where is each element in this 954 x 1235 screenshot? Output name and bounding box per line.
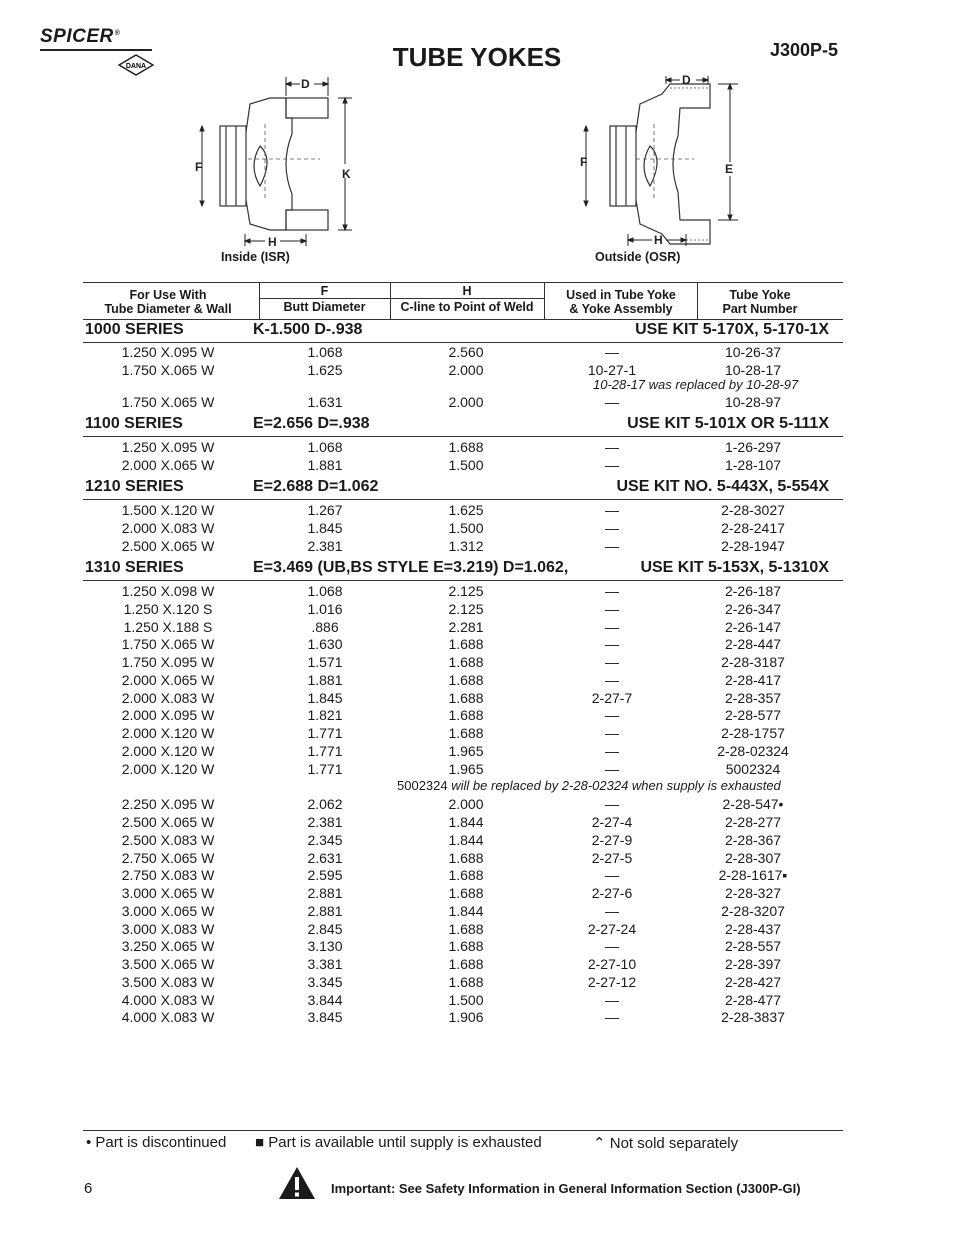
series-spec: K-1.500 D-.938 [253, 321, 363, 338]
butt-diameter: 1.845 [307, 690, 343, 706]
table-row [83, 520, 843, 538]
warning-icon [278, 1166, 316, 1200]
col-header-butt-diameter [259, 284, 390, 314]
assembly: — [605, 601, 619, 617]
assembly: — [605, 654, 619, 670]
butt-diameter: 2.595 [307, 867, 343, 883]
tube-size: 2.500 X.065 W [121, 814, 215, 830]
table-row [83, 761, 843, 779]
butt-diameter: 1.016 [307, 601, 343, 617]
tube-size: 1.750 X.065 W [121, 362, 215, 378]
series-header-1310 [83, 558, 843, 581]
butt-diameter: 1.267 [307, 502, 343, 518]
cline-weld: 1.688 [448, 725, 484, 741]
series-name: 1210 SERIES [85, 478, 184, 495]
series-spec: E=2.688 D=1.062 [253, 478, 379, 495]
assembly: — [605, 636, 619, 652]
part-number: 2-28-1617▪ [718, 867, 788, 883]
butt-diameter: 1.881 [307, 457, 343, 473]
tube-size: 2.000 X.120 W [121, 761, 215, 777]
butt-diameter: 1.845 [307, 520, 343, 536]
cline-weld: 1.688 [448, 654, 484, 670]
part-number: 2-28-547• [722, 796, 784, 812]
table-row [83, 903, 843, 921]
dimension-label-e: E [725, 162, 734, 176]
butt-diameter: 1.771 [307, 743, 343, 759]
assembly: — [605, 457, 619, 473]
cline-weld: 1.312 [448, 538, 484, 554]
tube-size: 1.250 X.098 W [121, 583, 215, 599]
tube-size: 2.000 X.095 W [121, 707, 215, 723]
assembly: — [605, 583, 619, 599]
cline-weld: 1.500 [448, 457, 484, 473]
cline-weld: 1.688 [448, 636, 484, 652]
cline-weld: 1.500 [448, 992, 484, 1008]
assembly: — [605, 502, 619, 518]
note-lead: 5002324 [397, 778, 448, 793]
part-number: 2-28-3187 [721, 654, 785, 670]
part-number: 2-26-187 [724, 583, 782, 599]
dimension-label-d: D [682, 74, 691, 87]
part-number: 2-28-477 [724, 992, 782, 1008]
cline-weld: 1.844 [448, 832, 484, 848]
cline-weld: 1.844 [448, 814, 484, 830]
table-row [83, 538, 843, 556]
assembly: — [605, 439, 619, 455]
part-number: 2-28-1947 [721, 538, 785, 554]
col-header-part-number [697, 288, 823, 316]
tube-size: 1.250 X.095 W [121, 344, 215, 360]
tube-size: 2.500 X.065 W [121, 538, 215, 554]
part-number: 2-28-3837 [721, 1009, 785, 1025]
tube-size: 3.250 X.065 W [121, 938, 215, 954]
part-number: 2-26-147 [724, 619, 782, 635]
table-row [83, 502, 843, 520]
table-row [83, 457, 843, 475]
part-number: 2-28-417 [724, 672, 782, 688]
tube-size: 2.750 X.083 W [121, 867, 215, 883]
assembly: — [605, 761, 619, 777]
cline-weld: 1.688 [448, 938, 484, 954]
part-number: 1-28-107 [724, 457, 782, 473]
part-number: 2-28-3027 [721, 502, 785, 518]
tube-size: 1.750 X.065 W [121, 394, 215, 410]
cline-weld: 2.281 [448, 619, 484, 635]
butt-diameter: 1.821 [307, 707, 343, 723]
col-header-line: C-line to Point of Weld [400, 300, 534, 314]
col-header-letter: F [320, 284, 329, 298]
series-header-1210 [83, 477, 843, 500]
dimension-label-k: K [342, 167, 351, 181]
tube-size: 4.000 X.083 W [121, 1009, 215, 1025]
cline-weld: 1.906 [448, 1009, 484, 1025]
dimension-label-h: H [268, 235, 277, 249]
legend-not-sold: ⌃ Not sold separately [593, 1135, 739, 1152]
table-row [83, 394, 843, 412]
assembly: — [605, 796, 619, 812]
series-header-1000 [83, 320, 843, 343]
table-row [83, 867, 843, 885]
part-number: 1-26-297 [724, 439, 782, 455]
part-number: 2-28-557 [724, 938, 782, 954]
part-number: 5002324 [725, 761, 781, 777]
part-number: 2-28-427 [724, 974, 782, 990]
tube-size: 2.000 X.065 W [121, 457, 215, 473]
butt-diameter: .886 [311, 619, 339, 635]
series-kit: USE KIT 5-170X, 5-170-1X [635, 321, 829, 338]
series-spec: E=2.656 D=.938 [253, 415, 370, 432]
butt-diameter: 1.625 [307, 362, 343, 378]
inside-yoke-diagram [190, 74, 370, 254]
tube-size: 3.500 X.065 W [121, 956, 215, 972]
dimension-label-h: H [654, 233, 663, 247]
table-row [83, 654, 843, 672]
table-row [83, 672, 843, 690]
series-kit: USE KIT 5-153X, 5-1310X [640, 559, 829, 576]
col-header-line: Butt Diameter [283, 300, 366, 314]
table-row [83, 938, 843, 956]
part-number: 10-28-17 [724, 362, 782, 378]
butt-diameter: 1.881 [307, 672, 343, 688]
col-header-cline-weld [390, 284, 544, 314]
butt-diameter: 3.381 [307, 956, 343, 972]
butt-diameter: 2.381 [307, 814, 343, 830]
part-number: 2-28-277 [724, 814, 782, 830]
table-row [83, 743, 843, 761]
butt-diameter: 2.062 [307, 796, 343, 812]
note-text: will be replaced by 2-28-02324 when supply is exhausted [451, 778, 781, 793]
tube-size: 1.250 X.095 W [121, 439, 215, 455]
table-row [83, 921, 843, 939]
series-name: 1310 SERIES [85, 559, 184, 576]
table-row [83, 725, 843, 743]
butt-diameter: 2.845 [307, 921, 343, 937]
legend-rule [83, 1130, 843, 1131]
butt-diameter: 3.345 [307, 974, 343, 990]
tube-size: 2.000 X.120 W [121, 725, 215, 741]
series-name: 1000 SERIES [85, 321, 184, 338]
assembly: 2-27-9 [591, 832, 633, 848]
butt-diameter: 1.771 [307, 725, 343, 741]
col-header-line: Tube Yoke [729, 288, 791, 302]
table-row [83, 1009, 843, 1027]
part-number: 2-26-347 [724, 601, 782, 617]
assembly: — [605, 394, 619, 410]
dimension-label-f: F [195, 160, 203, 174]
cline-weld: 2.000 [448, 362, 484, 378]
part-number: 10-26-37 [724, 344, 782, 360]
cline-weld: 1.688 [448, 672, 484, 688]
note-text: 10-28-17 was replaced by 10-28-97 [593, 377, 799, 392]
part-number: 2-28-307 [724, 850, 782, 866]
col-header-line: & Yoke Assembly [569, 302, 673, 316]
catalog-code: J300P-5 [770, 40, 839, 60]
part-number: 10-28-97 [724, 394, 782, 410]
col-header-line: Part Number [722, 302, 798, 316]
tube-size: 3.000 X.065 W [121, 885, 215, 901]
part-number: 2-28-447 [724, 636, 782, 652]
tube-size: 1.250 X.120 S [123, 601, 213, 617]
cline-weld: 1.688 [448, 850, 484, 866]
table-row [83, 992, 843, 1010]
part-number: 2-28-437 [724, 921, 782, 937]
outside-yoke-diagram [570, 74, 750, 254]
assembly: 2-27-10 [587, 956, 637, 972]
dimension-label-d: D [301, 77, 310, 91]
assembly: — [605, 903, 619, 919]
assembly: — [605, 538, 619, 554]
butt-diameter: 3.130 [307, 938, 343, 954]
cline-weld: 2.000 [448, 394, 484, 410]
butt-diameter: 3.845 [307, 1009, 343, 1025]
legend-until-supply: ■ Part is available until supply is exhausted [255, 1134, 542, 1151]
tube-size: 3.500 X.083 W [121, 974, 215, 990]
part-number: 2-28-2417 [721, 520, 785, 536]
butt-diameter: 1.631 [307, 394, 343, 410]
butt-diameter: 1.068 [307, 583, 343, 599]
cline-weld: 1.688 [448, 885, 484, 901]
assembly: — [605, 344, 619, 360]
brand-name: SPICER [40, 26, 114, 47]
series-header-1100 [83, 414, 843, 437]
tube-size: 2.000 X.083 W [121, 690, 215, 706]
cline-weld: 2.125 [448, 601, 484, 617]
cline-weld: 1.688 [448, 690, 484, 706]
table-row [83, 439, 843, 457]
assembly: — [605, 520, 619, 536]
table-row [83, 636, 843, 654]
col-header-line: Used in Tube Yoke [566, 288, 676, 302]
cline-weld: 2.000 [448, 796, 484, 812]
assembly: — [605, 938, 619, 954]
assembly: — [605, 743, 619, 759]
butt-diameter: 2.381 [307, 538, 343, 554]
cline-weld: 1.688 [448, 956, 484, 972]
table-row [83, 601, 843, 619]
page-number: 6 [84, 1180, 93, 1197]
part-number: 2-28-367 [724, 832, 782, 848]
assembly: 2-27-5 [591, 850, 633, 866]
table-row [83, 707, 843, 725]
cline-weld: 1.688 [448, 867, 484, 883]
assembly: — [605, 1009, 619, 1025]
butt-diameter: 1.630 [307, 636, 343, 652]
table-row [83, 619, 843, 637]
series-name: 1100 SERIES [85, 415, 183, 432]
butt-diameter: 2.631 [307, 850, 343, 866]
butt-diameter: 1.771 [307, 761, 343, 777]
tube-size: 2.250 X.095 W [121, 796, 215, 812]
tube-size: 2.000 X.083 W [121, 520, 215, 536]
assembly: 2-27-12 [587, 974, 637, 990]
table-row [83, 690, 843, 708]
butt-diameter: 3.844 [307, 992, 343, 1008]
col-header-assembly [545, 288, 697, 316]
cline-weld: 1.500 [448, 520, 484, 536]
table-row [83, 974, 843, 992]
tube-size: 1.750 X.095 W [121, 654, 215, 670]
tube-size: 1.250 X.188 S [123, 619, 213, 635]
col-header-line: Tube Diameter & Wall [104, 302, 232, 316]
replacement-note [83, 377, 843, 393]
cline-weld: 2.560 [448, 344, 484, 360]
tube-size: 2.000 X.065 W [121, 672, 215, 688]
butt-diameter: 2.881 [307, 903, 343, 919]
tube-size: 4.000 X.083 W [121, 992, 215, 1008]
assembly: — [605, 725, 619, 741]
assembly: — [605, 867, 619, 883]
page-title: TUBE YOKES [392, 42, 562, 72]
part-number: 2-28-02324 [717, 743, 789, 759]
tube-size: 1.750 X.065 W [121, 636, 215, 652]
cline-weld: 1.625 [448, 502, 484, 518]
inside-diagram-caption: Inside (ISR) [221, 250, 290, 264]
dimension-label-f: F [580, 155, 588, 169]
col-header-letter: H [462, 284, 472, 298]
butt-diameter: 1.068 [307, 439, 343, 455]
table-row [83, 850, 843, 868]
assembly: — [605, 992, 619, 1008]
cline-weld: 2.125 [448, 583, 484, 599]
legend-discontinued: • Part is discontinued [86, 1134, 227, 1151]
table-row [83, 814, 843, 832]
outside-diagram-caption: Outside (OSR) [595, 250, 681, 264]
part-number: 2-28-3207 [721, 903, 785, 919]
assembly: — [605, 619, 619, 635]
table-row [83, 583, 843, 601]
butt-diameter: 2.345 [307, 832, 343, 848]
series-spec: E=3.469 (UB,BS STYLE E=3.219) D=1.062, [253, 559, 569, 576]
cline-weld: 1.688 [448, 707, 484, 723]
part-number: 2-28-397 [724, 956, 782, 972]
table-row [83, 344, 843, 362]
table-header-top-rule [83, 282, 843, 283]
col-header-line: For Use With [129, 288, 207, 302]
assembly: — [605, 707, 619, 723]
tube-size: 2.500 X.083 W [121, 832, 215, 848]
registered-mark: ® [114, 29, 121, 37]
cline-weld: 1.965 [448, 761, 484, 777]
cline-weld: 1.965 [448, 743, 484, 759]
assembly: 2-27-24 [587, 921, 637, 937]
assembly: 2-27-6 [591, 885, 633, 901]
part-number: 2-28-1757 [721, 725, 785, 741]
table-row [83, 832, 843, 850]
part-number: 2-28-327 [724, 885, 782, 901]
replacement-note [83, 778, 843, 794]
series-kit: USE KIT 5-101X OR 5-111X [627, 415, 829, 432]
col-header-tube [83, 288, 253, 316]
table-row [83, 956, 843, 974]
dana-logo-text: DANA [125, 63, 147, 70]
butt-diameter: 1.571 [307, 654, 343, 670]
butt-diameter: 2.881 [307, 885, 343, 901]
table-row [83, 796, 843, 814]
cline-weld: 1.688 [448, 974, 484, 990]
table-row [83, 885, 843, 903]
assembly: 2-27-4 [591, 814, 633, 830]
part-number: 2-28-577 [724, 707, 782, 723]
part-number: 2-28-357 [724, 690, 782, 706]
tube-size: 3.000 X.065 W [121, 903, 215, 919]
tube-size: 3.000 X.083 W [121, 921, 215, 937]
assembly: 10-27-1 [587, 362, 637, 378]
safety-notice: Important: See Safety Information in General Information Section (J300P-GI) [331, 1181, 801, 1196]
series-kit: USE KIT NO. 5-443X, 5-554X [616, 478, 829, 495]
tube-size: 2.000 X.120 W [121, 743, 215, 759]
butt-diameter: 1.068 [307, 344, 343, 360]
assembly: — [605, 672, 619, 688]
tube-size: 2.750 X.065 W [121, 850, 215, 866]
cline-weld: 1.844 [448, 903, 484, 919]
tube-size: 1.500 X.120 W [121, 502, 215, 518]
assembly: 2-27-7 [591, 690, 633, 706]
cline-weld: 1.688 [448, 921, 484, 937]
cline-weld: 1.688 [448, 439, 484, 455]
